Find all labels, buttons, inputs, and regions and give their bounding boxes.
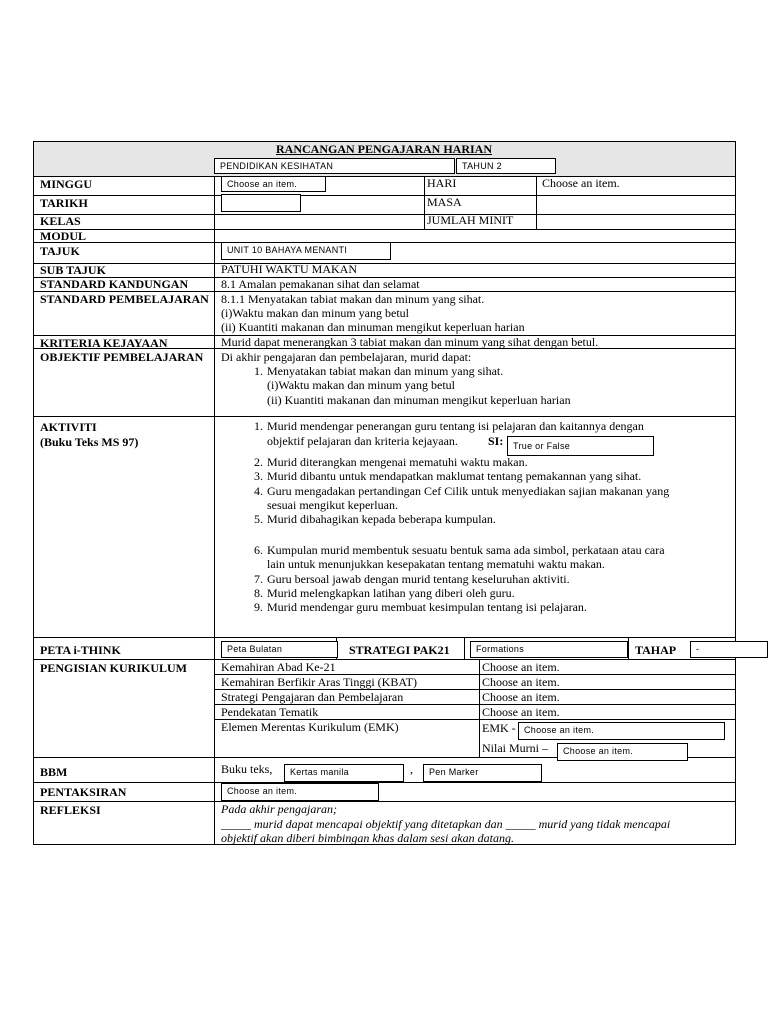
label-hari: HARI (427, 176, 457, 190)
label-tajuk: TAJUK (40, 244, 80, 258)
kurikulum-dropdown[interactable]: Choose an item. (482, 675, 560, 689)
kurikulum-dropdown[interactable]: Choose an item. (482, 705, 560, 719)
bbm-item-1[interactable]: Kertas manila (284, 764, 404, 782)
aktiviti-number: 6. (254, 543, 263, 557)
aktiviti-item: Murid mendengar penerangan guru tentang isi pelajaran dan kaitannya dengan (267, 419, 644, 433)
label-aktiviti: AKTIVITI (40, 420, 97, 434)
aktiviti-item: Murid mendengar guru membuat kesimpulan tentang isi pelajaran. (267, 600, 587, 614)
bbm-label: Buku teks, (221, 762, 273, 776)
page-title: RANCANGAN PENGAJARAN HARIAN (276, 142, 492, 156)
refleksi-line: Pada akhir pengajaran; (221, 802, 337, 816)
aktiviti-number: 7. (254, 572, 263, 586)
aktiviti-item: Murid diterangkan mengenai mematuhi waktu makan. (267, 455, 528, 469)
label-peta-ithink: PETA i-THINK (40, 643, 121, 657)
bbm-item-2[interactable]: Pen Marker (423, 764, 542, 782)
aktiviti-number: 4. (254, 484, 263, 498)
label-refleksi: REFLEKSI (40, 803, 101, 817)
emk-dropdown[interactable]: Choose an item. (518, 722, 725, 740)
label-kriteria-kejayaan: KRITERIA KEJAYAAN (40, 336, 168, 350)
aktiviti-item: Kumpulan murid membentuk sesuatu bentuk sama ada simbol, perkataan atau cara (267, 543, 665, 557)
label-pentaksiran: PENTAKSIRAN (40, 785, 127, 799)
label-pengisian-kurikulum: PENGISIAN KURIKULUM (40, 661, 188, 675)
aktiviti-number: 1. (254, 419, 263, 433)
si-label: SI: (488, 434, 504, 448)
aktiviti-item: objektif pelajaran dan kriteria kejayaan. (267, 434, 458, 448)
subject-field[interactable]: PENDIDIKAN KESIHATAN (214, 158, 455, 174)
nilai-murni-label: Nilai Murni – (482, 741, 548, 755)
kurikulum-label: Kemahiran Berfikir Aras Tinggi (KBAT) (221, 675, 417, 689)
pentaksiran-dropdown[interactable]: Choose an item. (221, 783, 379, 801)
label-objektif: OBJEKTIF PEMBELAJARAN (40, 350, 204, 364)
standard-kandungan-value: 8.1 Amalan pemakanan sihat dan selamat (221, 277, 420, 291)
standard-pembelajaran-line: (ii) Kuantiti makanan dan minuman mengikut keperluan harian (221, 320, 525, 334)
kriteria-kejayaan-value: Murid dapat menerangkan 3 tabiat makan dan minum yang sihat dengan betul. (221, 335, 599, 349)
label-tahap: TAHAP (635, 643, 677, 657)
si-dropdown[interactable]: True or False (507, 436, 654, 456)
kurikulum-label: Strategi Pengajaran dan Pembelajaran (221, 690, 404, 704)
aktiviti-item: Murid melengkapkan latihan yang diberi oleh guru. (267, 586, 515, 600)
hari-dropdown[interactable]: Choose an item. (542, 176, 620, 190)
standard-pembelajaran-line: (i)Waktu makan dan minum yang betul (221, 306, 409, 320)
peta-ithink-dropdown[interactable]: Peta Bulatan (221, 641, 338, 658)
label-bbm: BBM (40, 765, 68, 779)
year-field[interactable]: TAHUN 2 (456, 158, 556, 174)
tarikh-field[interactable] (221, 194, 301, 212)
label-strategi: STRATEGI PAK21 (349, 643, 450, 657)
label-kelas: KELAS (40, 214, 81, 228)
aktiviti-item: Guru bersoal jawab dengan murid tentang keseluruhan aktiviti. (267, 572, 570, 586)
strategi-dropdown[interactable]: Formations (470, 641, 628, 658)
tahap-dropdown[interactable]: - (690, 641, 768, 658)
label-jumlah-minit: JUMLAH MINIT (427, 213, 514, 227)
label-tarikh: TARIKH (40, 196, 88, 210)
objektif-item: (ii) Kuantiti makanan dan minuman mengikut keperluan harian (267, 393, 571, 407)
kurikulum-label: Pendekatan Tematik (221, 705, 319, 719)
standard-pembelajaran-line: 8.1.1 Menyatakan tabiat makan dan minum yang sihat. (221, 292, 485, 306)
objektif-item: (i)Waktu makan dan minum yang betul (267, 378, 455, 392)
label-aktiviti-sub: (Buku Teks MS 97) (40, 435, 139, 449)
aktiviti-item: Murid dibahagikan kepada beberapa kumpulan. (267, 512, 496, 526)
nilai-murni-dropdown[interactable]: Choose an item. (557, 743, 688, 761)
objektif-number: 1. (254, 364, 263, 378)
emk-label: EMK - (482, 721, 516, 735)
aktiviti-number: 8. (254, 586, 263, 600)
aktiviti-item: Murid dibantu untuk mendapatkan maklumat tentang pemakannan yang sihat. (267, 469, 642, 483)
objektif-intro: Di akhir pengajaran dan pembelajaran, murid dapat: (221, 350, 472, 364)
tajuk-field[interactable]: UNIT 10 BAHAYA MENANTI (221, 242, 391, 260)
kurikulum-dropdown[interactable]: Choose an item. (482, 690, 560, 704)
label-standard-kandungan: STANDARD KANDUNGAN (40, 277, 189, 291)
label-standard-pembelajaran: STANDARD PEMBELAJARAN (40, 292, 209, 306)
bbm-separator: , (410, 762, 413, 776)
refleksi-line: _____ murid dapat mencapai objektif yang ditetapkan dan _____ murid yang tidak mencapai (221, 817, 671, 831)
aktiviti-item: lain untuk menunjukkan kesepakatan tentang mematuhi waktu makan. (267, 557, 605, 571)
aktiviti-number: 2. (254, 455, 263, 469)
refleksi-line: objektif akan diberi bimbingan khas dalam sesi akan datang. (221, 831, 514, 845)
label-masa: MASA (427, 195, 462, 209)
objektif-item: Menyatakan tabiat makan dan minum yang sihat. (267, 364, 504, 378)
aktiviti-item: Guru mengadakan pertandingan Cef Cilik untuk menyediakan sajian makanan yang (267, 484, 670, 498)
kurikulum-label: Kemahiran Abad Ke-21 (221, 660, 336, 674)
aktiviti-number: 9. (254, 600, 263, 614)
aktiviti-item: sesuai mengikut keperluan. (267, 498, 398, 512)
label-minggu: MINGGU (40, 177, 92, 191)
kurikulum-dropdown[interactable]: Choose an item. (482, 660, 560, 674)
minggu-dropdown[interactable]: Choose an item. (221, 176, 326, 192)
kurikulum-label: Elemen Merentas Kurikulum (EMK) (221, 720, 399, 734)
label-modul: MODUL (40, 229, 86, 243)
aktiviti-number: 5. (254, 512, 263, 526)
label-sub-tajuk: SUB TAJUK (40, 263, 106, 277)
sub-tajuk-value: PATUHI WAKTU MAKAN (221, 262, 358, 276)
aktiviti-number: 3. (254, 469, 263, 483)
